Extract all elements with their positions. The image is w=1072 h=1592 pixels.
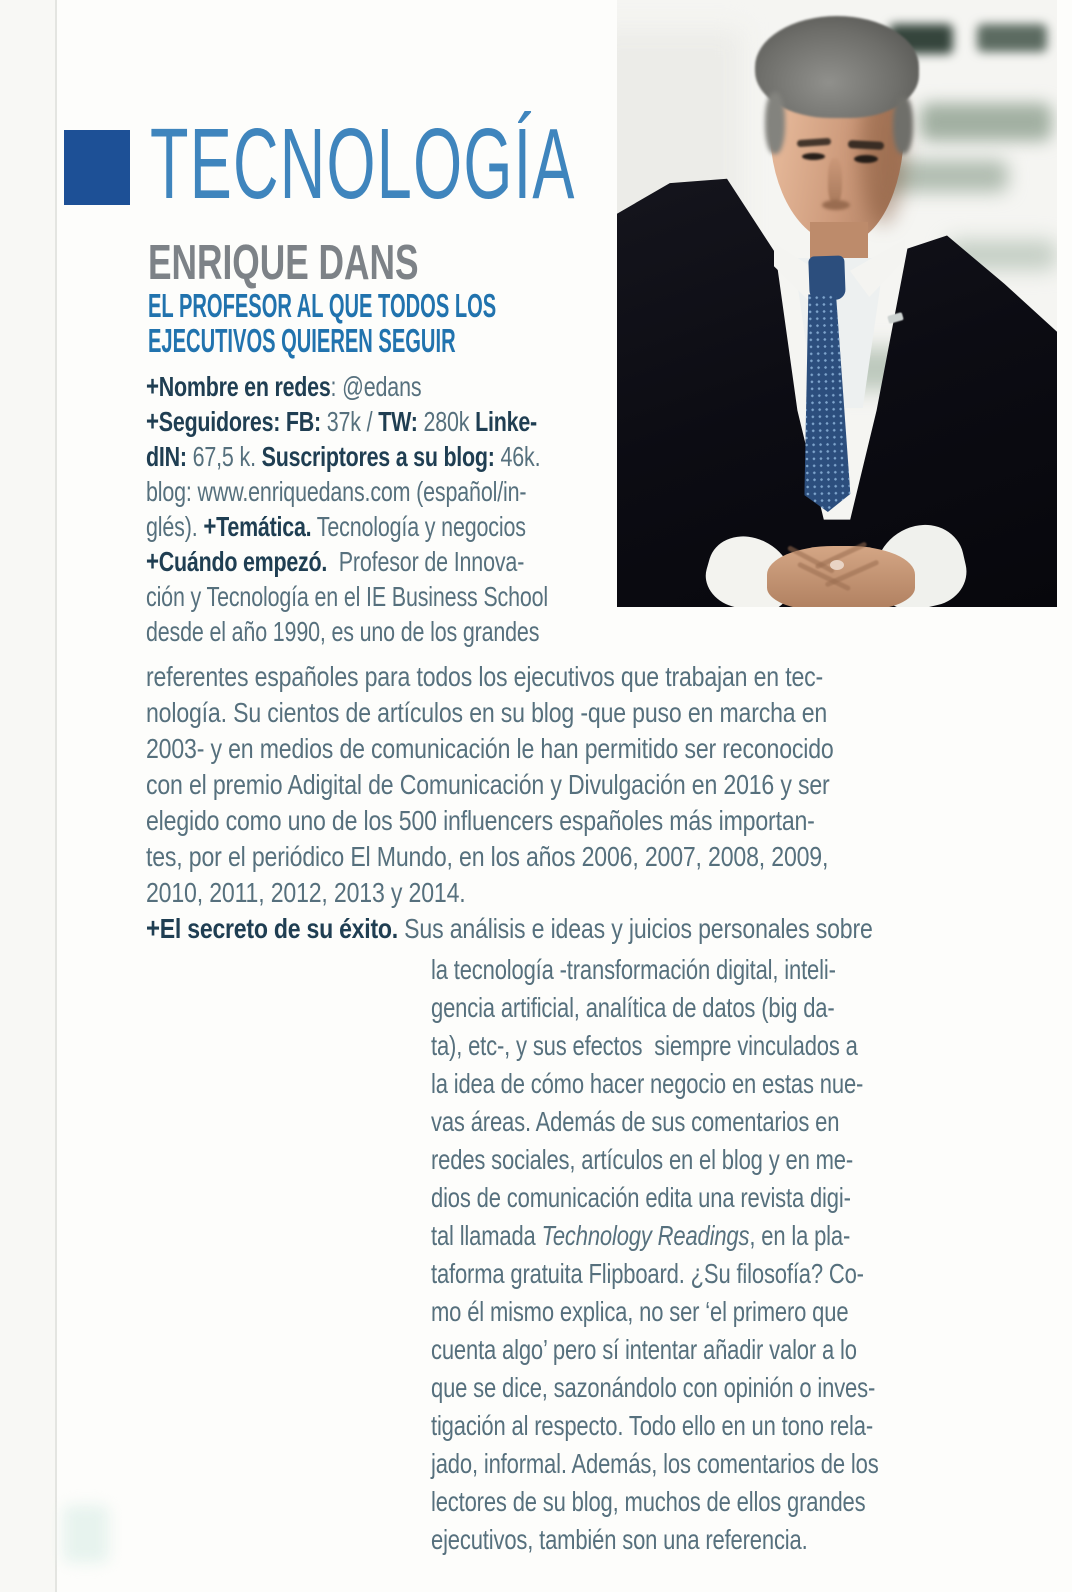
text-segment: desde el año 1990, es uno de los grandes	[146, 616, 540, 647]
text-segment: 67,5 k.	[186, 441, 262, 472]
text-line	[431, 1293, 879, 1331]
text-segment: vas áreas. Además de sus comentarios en	[431, 1106, 840, 1137]
text-line	[146, 803, 873, 839]
text-line	[146, 695, 873, 731]
article-subtitle-line: EJECUTIVOS QUIEREN SEGUIR	[148, 322, 456, 359]
article-name: ENRIQUE DANS	[148, 236, 419, 290]
text-segment: Cuándo empezó.	[158, 546, 328, 577]
text-segment: 37k /	[320, 406, 379, 437]
text-line	[146, 509, 548, 544]
text-segment: redes sociales, artículos en el blog y en me-	[431, 1144, 854, 1175]
text-segment: que se dice, sazonándolo con opinión o inves-	[431, 1372, 876, 1403]
person-fingernail	[830, 560, 844, 570]
text-segment: nología. Su cientos de artículos en su blog -que puso en marcha en	[146, 697, 828, 728]
text-segment: ejecutivos, también son una referencia.	[431, 1524, 808, 1555]
text-line	[431, 1027, 879, 1065]
text-line	[431, 1369, 879, 1407]
photo-background-smudge	[977, 24, 1047, 52]
text-segment: Sus análisis e ideas y juicios personales sobre	[397, 913, 873, 944]
person-hair-side	[765, 92, 785, 154]
text-segment: 2003- y en medios de comunicación le han permitido ser reconocido	[146, 733, 834, 764]
text-segment: 2010, 2011, 2012, 2013 y 2014.	[146, 877, 466, 908]
text-line	[146, 404, 548, 439]
text-line	[146, 731, 873, 767]
text-segment: ta), etc-, y sus efectos siempre vinculados a	[431, 1030, 858, 1061]
text-line	[146, 369, 548, 404]
scan-smudge	[63, 1505, 109, 1563]
text-segment: TW:	[378, 406, 418, 437]
text-segment: mo él mismo explica, no ser ‘el primero que	[431, 1296, 849, 1327]
text-line	[146, 911, 873, 947]
text-segment: 46k.	[494, 441, 541, 472]
text-line	[431, 1065, 879, 1103]
person-eye	[802, 153, 825, 160]
text-segment: jado, informal. Además, los comentarios de los	[431, 1448, 879, 1479]
text-segment: lectores de su blog, muchos de ellos grandes	[431, 1486, 866, 1517]
text-line	[431, 1407, 879, 1445]
person-hair-side	[893, 96, 913, 154]
body-paragraph-indented	[431, 951, 879, 1559]
plus-marker: +	[146, 913, 160, 945]
photo-background-smudge	[920, 103, 1052, 141]
text-segment: El secreto de su éxito.	[159, 913, 398, 944]
text-segment: Seguidores: FB:	[158, 406, 321, 437]
text-segment: tigación al respecto. Todo ello en un tono rela-	[431, 1410, 873, 1441]
text-segment: blog: www.enriquedans.com (español/in-	[146, 476, 527, 507]
text-line	[431, 1445, 879, 1483]
scan-margin	[0, 0, 55, 1592]
text-segment: la tecnología -transformación digital, inteli-	[431, 954, 836, 985]
text-segment: Temática.	[216, 511, 312, 542]
section-title: TECNOLOGÍA	[150, 108, 576, 220]
page-edge-line	[55, 0, 57, 1592]
plus-marker: +	[146, 406, 159, 438]
text-segment: la idea de cómo hacer negocio en estas nue-	[431, 1068, 864, 1099]
text-segment: glés).	[146, 511, 204, 542]
text-line	[431, 1217, 879, 1255]
text-segment: dIN:	[146, 441, 187, 472]
portrait-photo	[617, 0, 1057, 607]
text-segment: cuenta algo’ pero sí intentar añadir valor a lo	[431, 1334, 857, 1365]
text-segment: , en la pla-	[749, 1220, 851, 1251]
fact-list	[146, 369, 548, 649]
text-line	[146, 544, 548, 579]
plus-marker: +	[146, 546, 159, 578]
text-line	[431, 1179, 879, 1217]
text-segment: con el premio Adigital de Comunicación y Divulgación en 2016 y ser	[146, 769, 830, 800]
text-line	[146, 439, 548, 474]
person-nose-shadow	[822, 200, 850, 210]
plus-marker: +	[203, 511, 217, 543]
text-segment: tes, por el periódico El Mundo, en los años 2006, 2007, 2008, 2009,	[146, 841, 829, 872]
text-segment: Profesor de Innova-	[327, 546, 525, 577]
text-segment: Linke-	[475, 406, 537, 437]
text-line	[146, 614, 548, 649]
text-segment: ción y Tecnología en el IE Business School	[146, 581, 549, 612]
person-eye	[854, 155, 878, 163]
text-segment: Suscriptores a su blog:	[261, 441, 495, 472]
text-line	[431, 1331, 879, 1369]
body-paragraph	[146, 659, 873, 947]
person-nose	[828, 158, 842, 204]
text-segment: gencia artificial, analítica de datos (big da-	[431, 992, 835, 1023]
text-line	[431, 1255, 879, 1293]
text-segment: elegido como uno de los 500 influencers españoles más importan-	[146, 805, 815, 836]
text-segment: Tecnología y negocios	[311, 511, 526, 542]
text-segment: Nombre en redes	[158, 371, 331, 402]
text-segment: tal llamada	[431, 1220, 542, 1251]
text-line	[146, 579, 548, 614]
text-segment: dios de comunicación edita una revista digi-	[431, 1182, 851, 1213]
text-line	[146, 875, 873, 911]
section-accent-square	[64, 130, 130, 205]
text-line	[146, 659, 873, 695]
text-line	[146, 839, 873, 875]
text-line	[431, 989, 879, 1027]
text-line	[146, 474, 548, 509]
text-line	[431, 1103, 879, 1141]
text-line	[431, 1141, 879, 1179]
article-subtitle-line: EL PROFESOR AL QUE TODOS LOS	[148, 287, 497, 324]
text-segment: Technology Readings	[541, 1220, 750, 1251]
text-line	[146, 767, 873, 803]
text-segment: : @edans	[330, 371, 422, 402]
text-line	[431, 951, 879, 989]
person-tie-knot	[808, 255, 846, 300]
text-segment: referentes españoles para todos los ejecutivos que trabajan en tec-	[146, 661, 824, 692]
text-segment: 280k	[417, 406, 476, 437]
plus-marker: +	[146, 371, 159, 403]
text-line	[431, 1521, 879, 1559]
text-line	[431, 1483, 879, 1521]
text-segment: taforma gratuita Flipboard. ¿Su filosofía? Co-	[431, 1258, 864, 1289]
